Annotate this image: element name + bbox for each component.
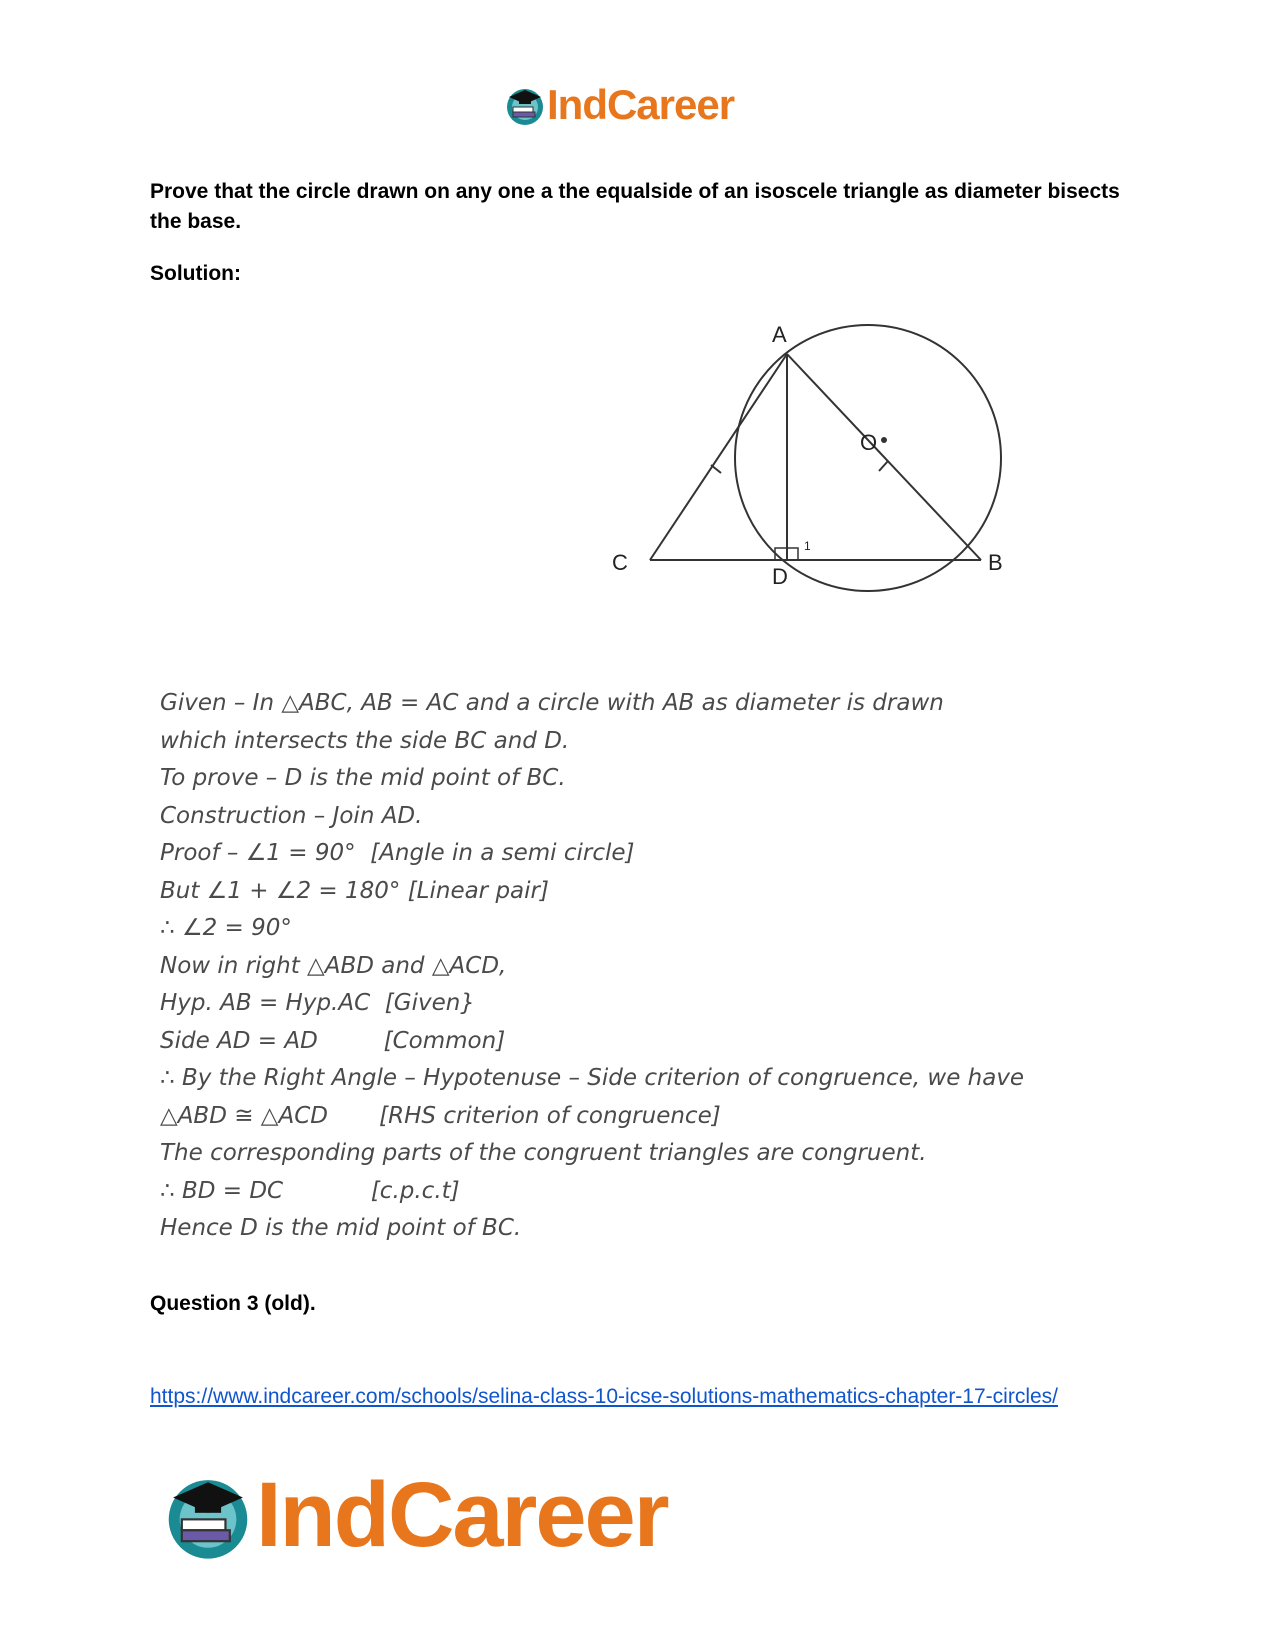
proof-line: Given – In △ABC, AB = AC and a circle with AB as diameter is drawn bbox=[160, 690, 944, 716]
proof-line: Proof – ∠1 = 90° [Angle in a semi circle] bbox=[160, 840, 635, 866]
header-logo bbox=[503, 80, 734, 130]
logo-wordmark: IndCareer bbox=[256, 1464, 668, 1566]
proof-line: Hyp. AB = Hyp.AC [Given} bbox=[160, 990, 475, 1016]
proof-line: Side AD = AD [Common] bbox=[160, 1027, 506, 1054]
proof-line: To prove – D is the mid point of BC. bbox=[160, 765, 566, 791]
label-b: B bbox=[988, 550, 1003, 575]
label-a: A bbox=[772, 322, 787, 347]
label-c: C bbox=[612, 550, 628, 575]
next-question-heading: Question 3 (old). bbox=[150, 1292, 316, 1315]
proof-line: But ∠1 + ∠2 = 180° [Linear pair] bbox=[160, 877, 549, 904]
graduation-cap-icon bbox=[160, 1467, 256, 1563]
label-o: O bbox=[860, 430, 878, 455]
graduation-cap-icon bbox=[503, 83, 547, 127]
tick-mark-ab bbox=[879, 461, 888, 471]
proof-line: ∴ BD = DC [c.p.c.t] bbox=[160, 1177, 460, 1204]
label-d: D bbox=[772, 564, 788, 589]
proof-line: ∴ By the Right Angle – Hypotenuse – Side criterion of congruence, we have bbox=[160, 1065, 1025, 1091]
label-angle-1: 1 bbox=[804, 539, 811, 553]
proof-line: Construction – Join AD. bbox=[160, 802, 423, 829]
geometry-figure bbox=[612, 318, 1060, 638]
proof-line: △ABD ≅ △ACD [RHS criterion of congruence] bbox=[160, 1102, 721, 1129]
proof-line: The corresponding parts of the congruent triangles are congruent. bbox=[160, 1140, 927, 1166]
center-point bbox=[881, 437, 887, 443]
tick-mark-ac bbox=[711, 465, 721, 473]
proof-line: Hence D is the mid point of BC. bbox=[160, 1215, 522, 1241]
proof-line: ∴ ∠2 = 90° bbox=[160, 915, 292, 941]
footer-logo bbox=[160, 1465, 668, 1565]
side-ab bbox=[787, 354, 981, 560]
logo-wordmark: IndCareer bbox=[547, 81, 735, 128]
proof-line: Now in right △ABD and △ACD, bbox=[160, 952, 507, 979]
source-link[interactable]: https://www.indcareer.com/schools/selina-class-10-icse-solutions-mathematics-chapter-17-circles/ bbox=[150, 1385, 1058, 1408]
proof-line: which intersects the side BC and D. bbox=[160, 727, 570, 754]
solution-label: Solution: bbox=[150, 262, 241, 285]
side-ac bbox=[650, 354, 787, 560]
question-text: Prove that the circle drawn on any one a the equalside of an isoscele triangle as diameter bisects the base. bbox=[150, 180, 1120, 233]
proof-block bbox=[160, 685, 1120, 1248]
